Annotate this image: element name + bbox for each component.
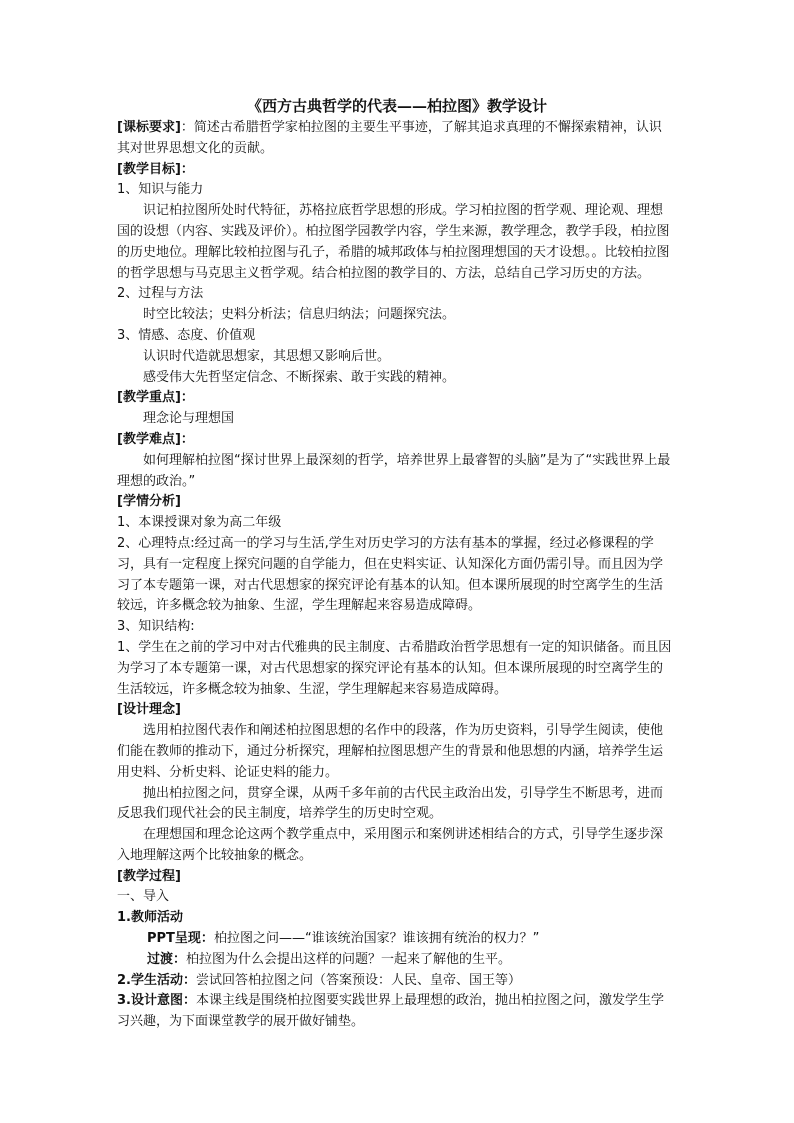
process-method-heading: 2、过程与方法: [117, 286, 204, 302]
intro-heading: 一、导入: [117, 889, 170, 905]
analysis-item-1: 1、本课授课对象为高二年级: [117, 515, 282, 531]
design-heading: [设计理念]: [117, 702, 181, 718]
objectives-heading: [教学目标]：: [117, 161, 194, 177]
analysis-item-4: 1、学生在之前的学习中对古代雅典的民主制度、古希腊政治哲学思想有一定的知识储备。而且因为学习了本专题第一课，对古代思想家的探究评论有基本的认知。但本课所展现的时空离学生的生活较远，许多概念较为抽象、生涩，学生理解起来容易造成障碍。: [117, 639, 672, 697]
design-paragraph-1: 选用柏拉图代表作和阐述柏拉图思想的名作中的段落，作为历史资料，引导学生阅读，使他们能在教师的推动下，通过分析探究，理解柏拉图思想产生的背景和他思想的内涵，培养学生运用史料、分析史料、论证史料的能力。: [117, 723, 664, 780]
design-intent-line: [117, 991, 672, 1033]
document-body: [117, 118, 672, 1033]
design-intent-label: 3.设计意图：: [117, 993, 196, 1009]
analysis-item-2: 2、心理特点:经过高一的学习与生活,学生对历史学习的方法有基本的掌握，经过必修课程的学习，具有一定程度上探究问题的自学能力，但在史料实证、认知深化方面仍需引导。而且因为学习了本专题第一课，对古代思想家的探究评论有基本的认知。但本课所展现的时空离学生的生活较远，许多概念较为抽象、生涩，学生理解起来容易造成障碍。: [117, 535, 664, 614]
transition-line: [117, 950, 672, 971]
curriculum-label: [课标要求]: [117, 120, 181, 135]
key-points-heading: [教学重点]：: [117, 390, 194, 406]
ppt-line: [117, 929, 672, 950]
curriculum-text: ：简述古希腊哲学家柏拉图的主要生平事迹，了解其追求真理的不懈探索精神，认识其对世界思想文化的贡献。: [117, 120, 662, 156]
curriculum-paragraph: [117, 118, 672, 160]
design-intent-text: 本课主线是围绕柏拉图要实践世界上最理想的政治，抛出柏拉图之问，激发学生学习兴趣，为下面课堂教学的展开做好铺垫。: [117, 993, 664, 1030]
analysis-heading: [学情分析]: [117, 494, 181, 510]
key-points-text: 理念论与理想国: [143, 411, 235, 427]
process-method-text: 时空比较法；史料分析法；信息归纳法；问题探究法。: [143, 307, 456, 323]
values-line-2: 感受伟大先哲坚定信念、不断探索、敢于实践的精神。: [143, 369, 456, 385]
values-heading: 3、情感、态度、价值观: [117, 327, 256, 343]
design-paragraph-2: 抛出柏拉图之问，贯穿全课，从两千多年前的古代民主政治出发，引导学生不断思考，进而反思我们现代社会的民主制度，培养学生的历史时空观。: [117, 785, 664, 822]
analysis-item-3: 3、知识结构:: [117, 619, 195, 635]
student-activity-line: [117, 971, 672, 992]
difficulties-heading: [教学难点]：: [117, 431, 194, 447]
document-title: 《西方古典哲学的代表——柏拉图》教学设计: [246, 97, 547, 115]
design-paragraph-3: 在理想国和理念论这两个教学重点中，采用图示和案例讲述相结合的方式，引导学生逐步深入地理解这两个比较抽象的概念。: [117, 827, 664, 863]
knowledge-heading: 1、知识与能力: [117, 182, 204, 198]
transition-label: 过渡：: [147, 951, 187, 967]
knowledge-text: 识记柏拉图所处时代特征，苏格拉底哲学思想的形成。学习柏拉图的哲学观、理论观、理想国的设想（内容、实践及评价）。柏拉图学园教学内容，学生来源，教学理念，教学手段，柏拉图的历史地位。理解比较柏拉图与孔子，希腊的城邦政体与柏拉图理想国的天才设想。。比较柏拉图的哲学思想与马克思主义哲学观。结合柏拉图的教学目的、方法，总结自己学习历史的方法。: [117, 203, 670, 281]
ppt-label: PPT呈现：: [147, 931, 214, 947]
student-activity-text: 尝试回答柏拉图之问（答案预设：人民、皇帝、国王等）: [195, 972, 521, 988]
difficulties-text: 如何理解柏拉图“探讨世界上最深刻的哲学，培养世界上最睿智的头脑”是为了“实践世界上最理想的政治。”: [117, 452, 671, 489]
teaching-process-heading: [教学过程]: [117, 868, 181, 884]
student-activity-label: 2.学生活动：: [117, 972, 196, 988]
transition-text: 柏拉图为什么会提出这样的问题？一起来了解他的生平。: [186, 951, 512, 967]
values-line-1: 认识时代造就思想家，其思想又影响后世。: [143, 348, 391, 364]
teacher-activity-heading: 1.教师活动: [117, 910, 183, 926]
ppt-text: 柏拉图之问——“谁该统治国家？谁该拥有统治的权力？”: [213, 931, 540, 947]
